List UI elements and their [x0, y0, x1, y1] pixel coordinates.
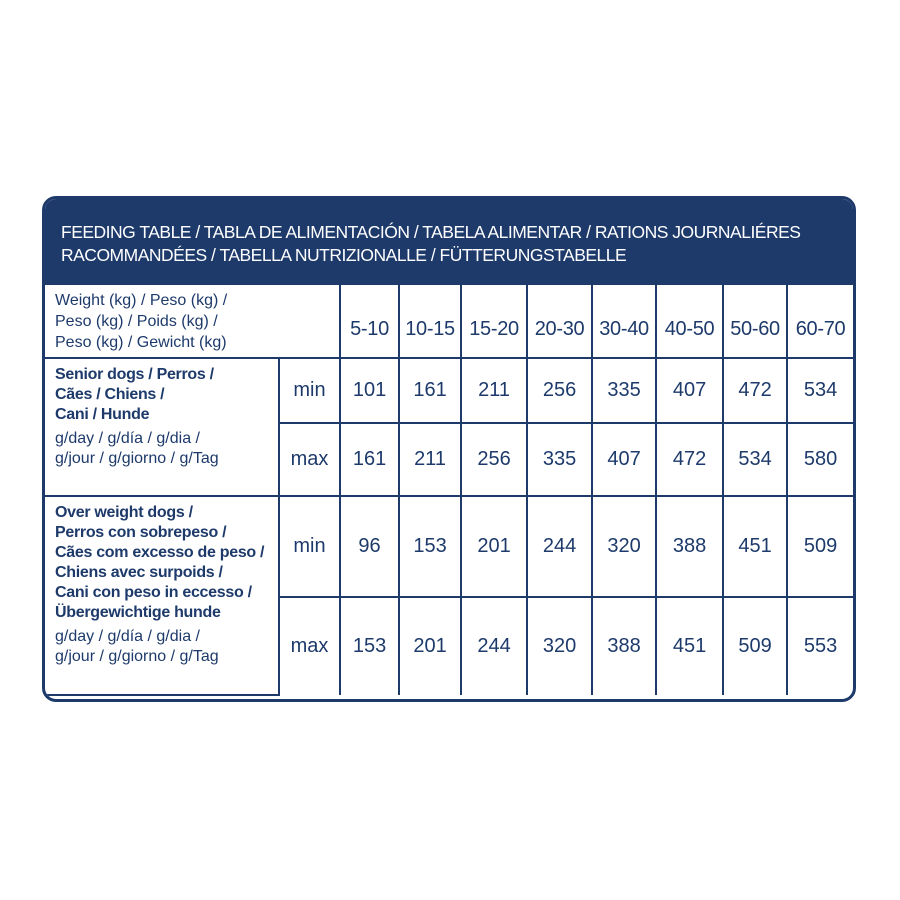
- weight-row: [45, 285, 853, 358]
- group-unit-line: g/jour / g/giorno / g/Tag: [55, 450, 219, 467]
- table-cell: 211: [461, 358, 527, 423]
- weight-range: 60-70: [787, 285, 853, 358]
- table-cell: 388: [592, 597, 656, 695]
- table-cell: 101: [340, 358, 399, 423]
- header-line-1: FEEDING TABLE / TABLA DE ALIMENTACIÓN / TABELA ALIMENTAR / RATIONS JOURNALIÉRES: [61, 222, 801, 242]
- header-line-2: RACOMMANDÉES / TABELLA NUTRIZIONALLE / FÜTTERUNGSTABELLE: [61, 245, 627, 265]
- table-cell: 534: [723, 423, 787, 496]
- min-label: min: [279, 358, 340, 423]
- table-row: [45, 496, 853, 597]
- overweight-dogs-label: [45, 496, 279, 695]
- table-cell: 451: [723, 496, 787, 597]
- feeding-table-card: [42, 196, 856, 702]
- table-cell: 320: [592, 496, 656, 597]
- table-cell: 335: [592, 358, 656, 423]
- weight-label-line: Weight (kg) / Peso (kg) /: [55, 291, 228, 309]
- group-name-line: Perros con sobrepeso /: [55, 524, 227, 541]
- table-cell: 256: [461, 423, 527, 496]
- weight-range: 20-30: [527, 285, 592, 358]
- table-cell: 388: [656, 496, 723, 597]
- max-label: max: [279, 597, 340, 695]
- weight-label: [45, 285, 340, 358]
- group-name-line: Cães / Chiens /: [55, 386, 165, 403]
- weight-label-line: Peso (kg) / Poids (kg) /: [55, 312, 218, 330]
- group-name-line: Cani con peso in eccesso /: [55, 584, 252, 601]
- table-cell: 580: [787, 423, 853, 496]
- table-cell: 153: [340, 597, 399, 695]
- table-cell: 335: [527, 423, 592, 496]
- table-header: [45, 199, 853, 285]
- table-cell: 553: [787, 597, 853, 695]
- table-cell: 256: [527, 358, 592, 423]
- group-name-line: Over weight dogs /: [55, 504, 193, 521]
- weight-range: 5-10: [340, 285, 399, 358]
- group-name-line: Übergewichtige hunde: [55, 604, 221, 621]
- weight-range: 40-50: [656, 285, 723, 358]
- table-cell: 472: [723, 358, 787, 423]
- table-cell: 320: [527, 597, 592, 695]
- max-label: max: [279, 423, 340, 496]
- weight-range: 10-15: [399, 285, 461, 358]
- table-cell: 534: [787, 358, 853, 423]
- table-row: [45, 358, 853, 423]
- group-name-line: Cães com excesso de peso /: [55, 544, 265, 561]
- group-unit-line: g/jour / g/giorno / g/Tag: [55, 648, 219, 665]
- table-cell: 153: [399, 496, 461, 597]
- table-cell: 211: [399, 423, 461, 496]
- min-label: min: [279, 496, 340, 597]
- table-cell: 407: [656, 358, 723, 423]
- table-cell: 472: [656, 423, 723, 496]
- group-unit-line: g/day / g/día / g/dia /: [55, 628, 200, 645]
- table-cell: 244: [527, 496, 592, 597]
- table-cell: 161: [399, 358, 461, 423]
- group-name-line: Cani / Hunde: [55, 406, 150, 423]
- table-cell: 201: [461, 496, 527, 597]
- table-cell: 509: [723, 597, 787, 695]
- group-name-line: Chiens avec surpoids /: [55, 564, 223, 581]
- weight-label-line: Peso (kg) / Gewicht (kg): [55, 333, 227, 351]
- feeding-table: [45, 285, 853, 696]
- senior-dogs-label: [45, 358, 279, 496]
- weight-range: 30-40: [592, 285, 656, 358]
- table-cell: 161: [340, 423, 399, 496]
- table-cell: 201: [399, 597, 461, 695]
- weight-range: 50-60: [723, 285, 787, 358]
- weight-range: 15-20: [461, 285, 527, 358]
- table-cell: 407: [592, 423, 656, 496]
- table-cell: 244: [461, 597, 527, 695]
- table-cell: 451: [656, 597, 723, 695]
- table-cell: 96: [340, 496, 399, 597]
- table-cell: 509: [787, 496, 853, 597]
- group-unit-line: g/day / g/día / g/dia /: [55, 430, 200, 447]
- group-name-line: Senior dogs / Perros /: [55, 366, 214, 383]
